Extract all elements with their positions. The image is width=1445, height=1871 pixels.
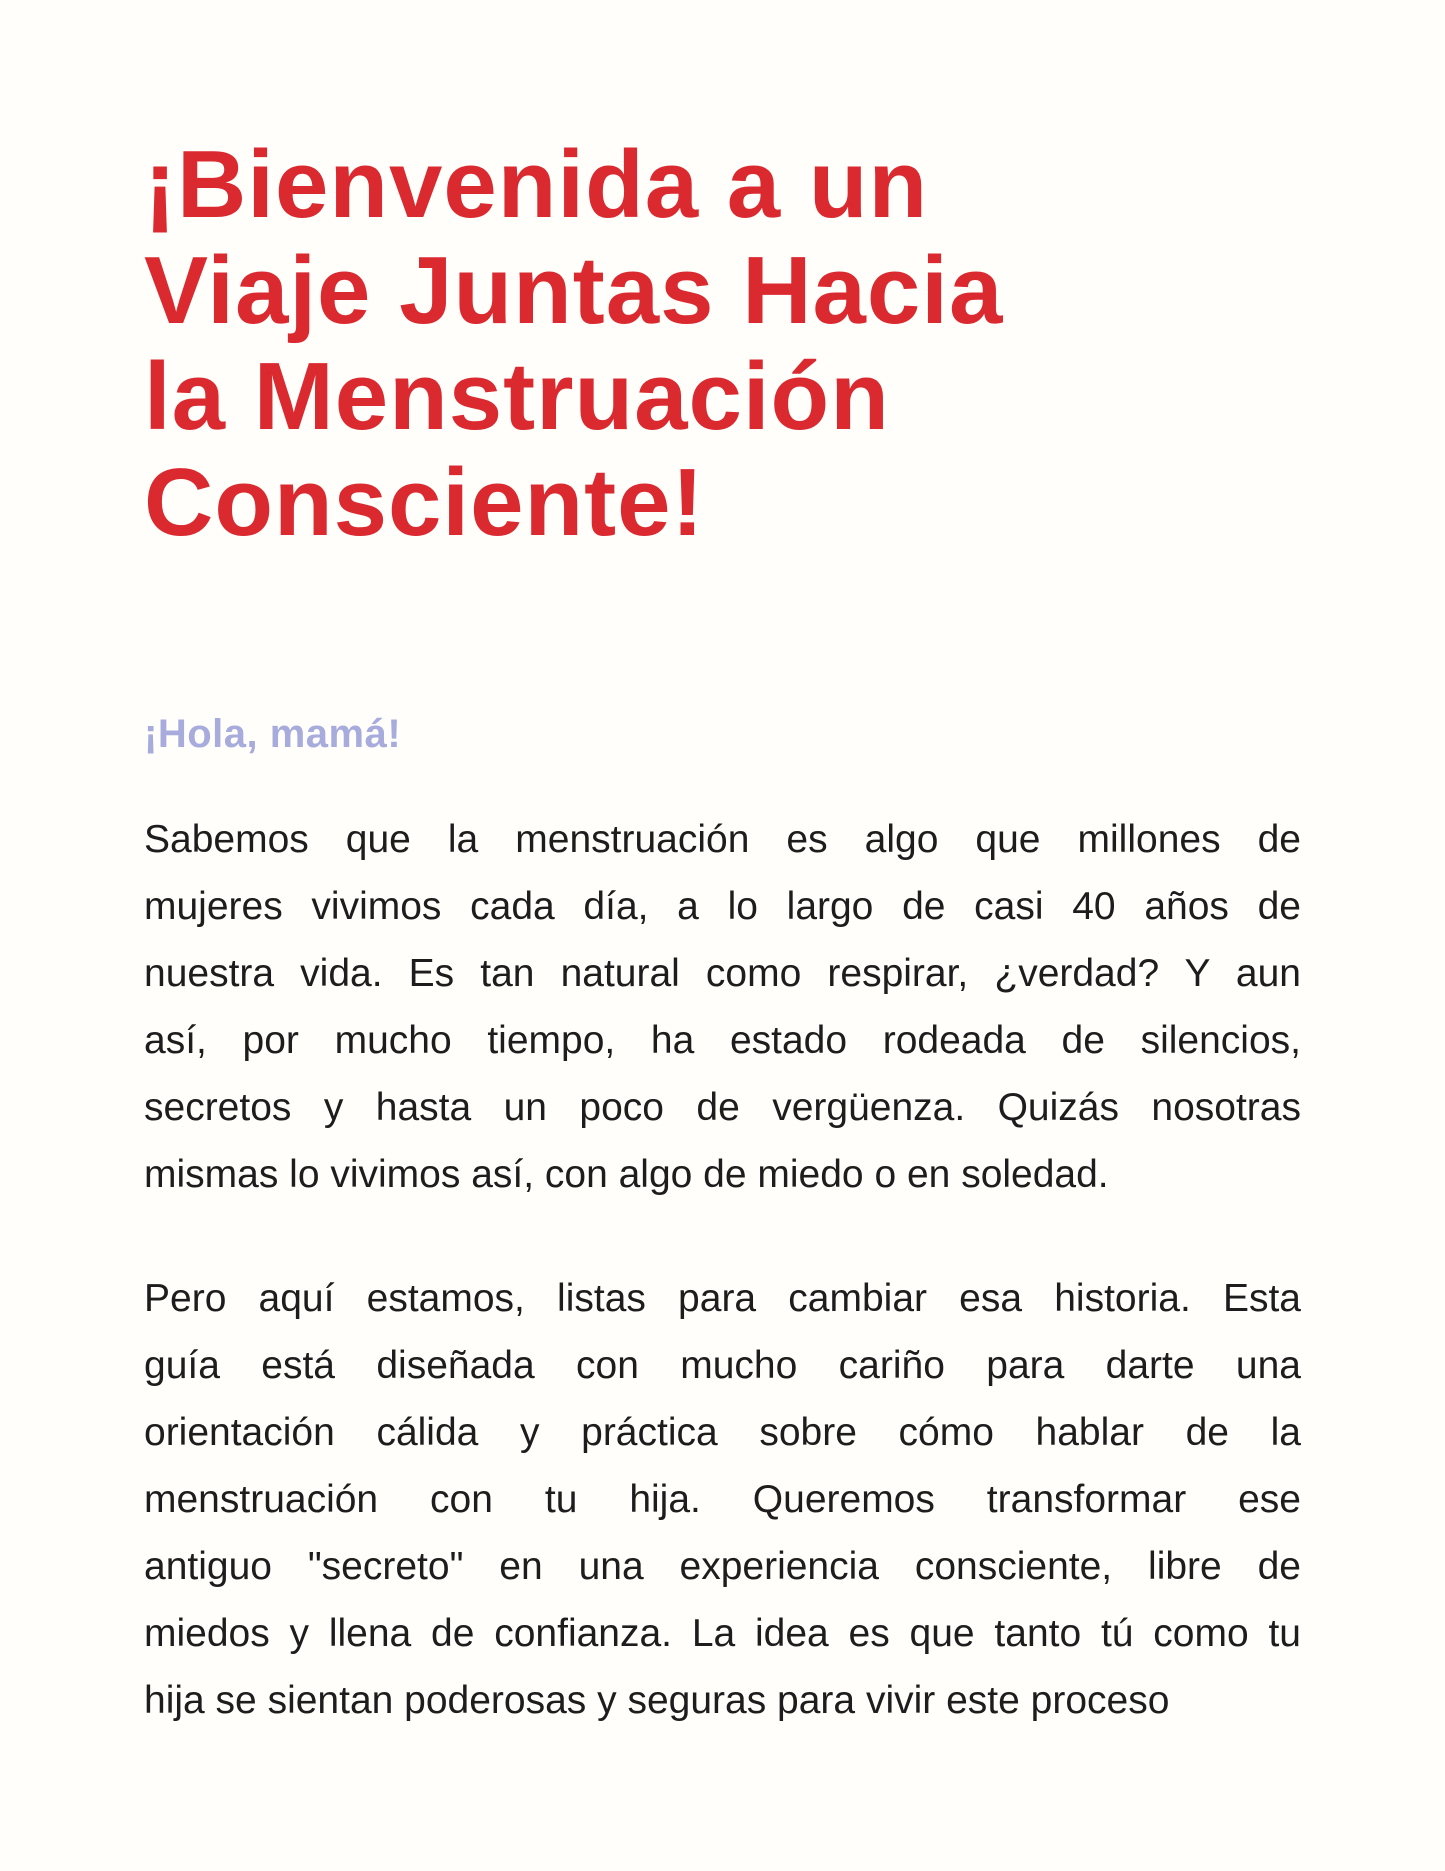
text-line: secretos y hasta un poco de vergüenza. Quizás nosotras xyxy=(144,1086,1301,1129)
title-line-1: ¡Bienvenida a un xyxy=(144,131,929,238)
guide-paragraph xyxy=(144,1265,1301,1734)
title-line-3: la Menstruación xyxy=(144,343,890,450)
text-line: orientación cálida y práctica sobre cómo hablar de la xyxy=(144,1411,1301,1454)
page-title xyxy=(144,132,1301,556)
text-line: mujeres vivimos cada día, a lo largo de casi 40 años de xyxy=(144,885,1301,928)
title-line-2: Viaje Juntas Hacia xyxy=(144,237,1004,344)
text-line: hija se sientan poderosas y seguras para vivir este proceso xyxy=(144,1679,1170,1722)
text-line: Sabemos que la menstruación es algo que millones de xyxy=(144,818,1301,861)
text-line: guía está diseñada con mucho cariño para darte una xyxy=(144,1344,1301,1387)
intro-paragraph xyxy=(144,806,1301,1208)
title-line-4: Consciente! xyxy=(144,449,705,556)
text-line: así, por mucho tiempo, ha estado rodeada de silencios, xyxy=(144,1019,1301,1062)
text-line: Pero aquí estamos, listas para cambiar esa historia. Esta xyxy=(144,1277,1301,1320)
text-line: antiguo "secreto" en una experiencia consciente, libre de xyxy=(144,1545,1301,1588)
text-line: menstruación con tu hija. Queremos transformar ese xyxy=(144,1478,1301,1521)
text-line: miedos y llena de confianza. La idea es que tanto tú como tu xyxy=(144,1612,1301,1655)
text-line: mismas lo vivimos así, con algo de miedo o en soledad. xyxy=(144,1153,1109,1196)
greeting-subheading: ¡Hola, mamá! xyxy=(144,712,402,756)
text-line: nuestra vida. Es tan natural como respirar, ¿verdad? Y aun xyxy=(144,952,1301,995)
